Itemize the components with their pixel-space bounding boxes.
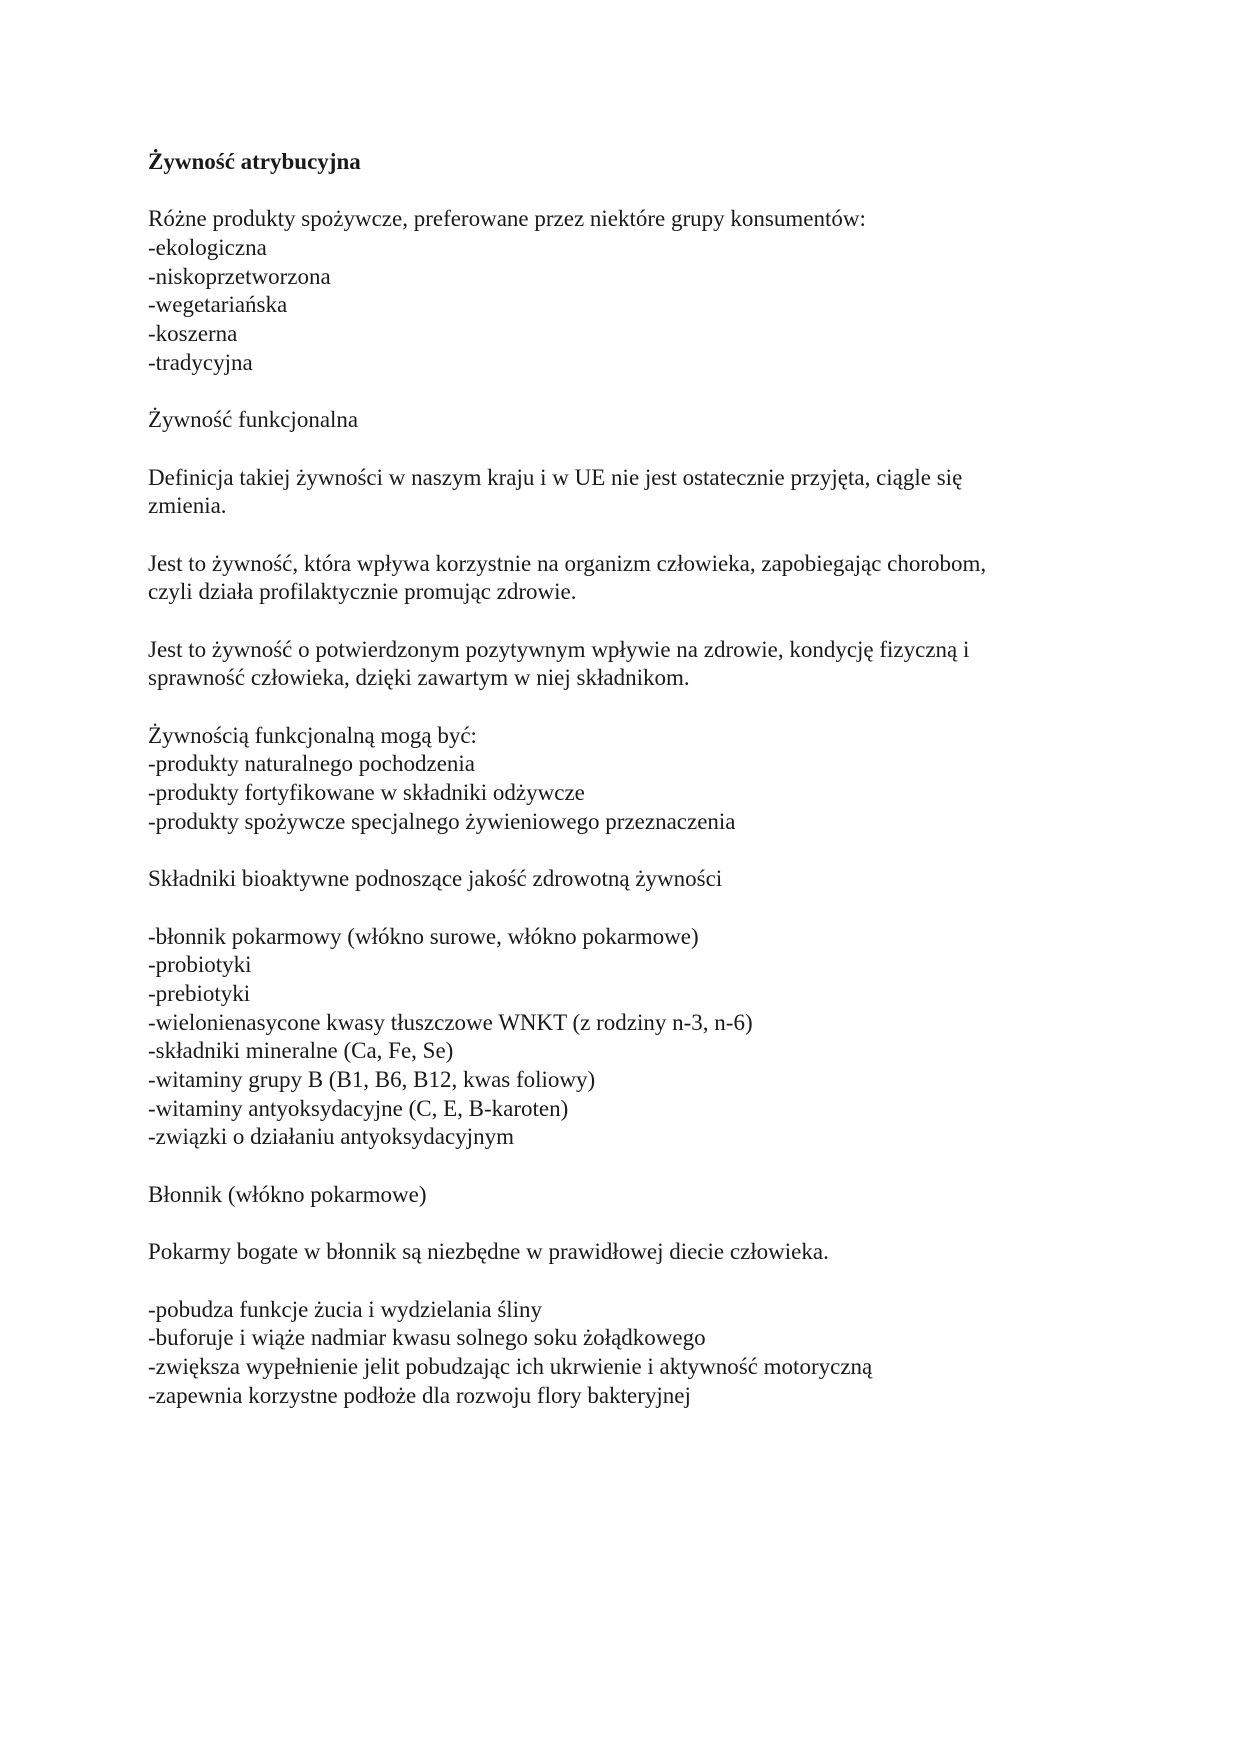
- document-title: Żywność atrybucyjna: [148, 149, 361, 174]
- attributive-intro: Różne produkty spożywcze, preferowane przez niektóre grupy konsumentów:: [148, 206, 866, 232]
- list-item: -pobudza funkcje żucia i wydzielania śliny: [148, 1296, 543, 1322]
- fiber-intro: Pokarmy bogate w błonnik są niezbędne w prawidłowej diecie człowieka.: [148, 1239, 829, 1265]
- document-body: [148, 148, 1108, 1410]
- spacer: [148, 837, 1108, 866]
- list-item: -błonnik pokarmowy (włókno surowe, włókno pokarmowe): [148, 923, 699, 949]
- spacer: [148, 1267, 1108, 1296]
- spacer: [148, 693, 1108, 722]
- list-item: -zapewnia korzystne podłoże dla rozwoju flory bakteryjnej: [148, 1382, 691, 1408]
- fiber-heading: Błonnik (włókno pokarmowe): [148, 1181, 427, 1207]
- list-item: -produkty fortyfikowane w składniki odżywcze: [148, 780, 585, 806]
- list-item: -zwiększa wypełnienie jelit pobudzając ich ukrwienie i aktywność motoryczną: [148, 1353, 873, 1379]
- list-item: -produkty naturalnego pochodzenia: [148, 751, 475, 777]
- functional-heading: Żywność funkcjonalna: [148, 407, 359, 433]
- list-item: -wegetariańska: [148, 292, 288, 318]
- list-item: -niskoprzetworzona: [148, 263, 331, 289]
- list-item: -witaminy antyoksydacyjne (C, E, B-karoten): [148, 1095, 569, 1121]
- list-item: -buforuje i wiąże nadmiar kwasu solnego soku żołądkowego: [148, 1325, 706, 1351]
- list-item: -składniki mineralne (Ca, Fe, Se): [148, 1038, 454, 1064]
- spacer: [148, 435, 1108, 464]
- spacer: [148, 1209, 1108, 1238]
- functional-can-be: Żywnością funkcjonalną mogą być:: [148, 722, 477, 748]
- list-item: -prebiotyki: [148, 980, 251, 1006]
- list-item: -witaminy grupy B (B1, B6, B12, kwas foliowy): [148, 1067, 596, 1092]
- list-item: -wielonienasycone kwasy tłuszczowe WNKT (z rodziny n-3, n-6): [148, 1009, 753, 1035]
- paragraph-text: Jest to żywność o potwierdzonym pozytywnym wpływie na zdrowie, kondycję fizyczną i: [148, 636, 970, 662]
- list-item: -koszerna: [148, 321, 238, 347]
- paragraph-text: Jest to żywność, która wpływa korzystnie na organizm człowieka, zapobiegając chorobom,: [148, 550, 987, 576]
- spacer: [148, 894, 1108, 923]
- list-item: -produkty spożywcze specjalnego żywieniowego przeznaczenia: [148, 808, 736, 834]
- paragraph-text: sprawność człowieka, dzięki zawartym w niej składnikom.: [148, 665, 690, 691]
- paragraph-text: czyli działa profilaktycznie promując zdrowie.: [148, 579, 577, 605]
- spacer: [148, 177, 1108, 206]
- spacer: [148, 378, 1108, 407]
- spacer: [148, 521, 1108, 550]
- spacer: [148, 1152, 1108, 1181]
- spacer: [148, 607, 1108, 636]
- definition-text: zmienia.: [148, 493, 227, 519]
- list-item: -ekologiczna: [148, 235, 267, 261]
- list-item: -probiotyki: [148, 952, 252, 978]
- bioactive-heading: Składniki bioaktywne podnoszące jakość zdrowotną żywności: [148, 866, 723, 892]
- list-item: -tradycyjna: [148, 349, 253, 375]
- list-item: -związki o działaniu antyoksydacyjnym: [148, 1124, 514, 1150]
- definition-text: Definicja takiej żywności w naszym kraju i w UE nie jest ostatecznie przyjęta, ciągle się: [148, 464, 963, 490]
